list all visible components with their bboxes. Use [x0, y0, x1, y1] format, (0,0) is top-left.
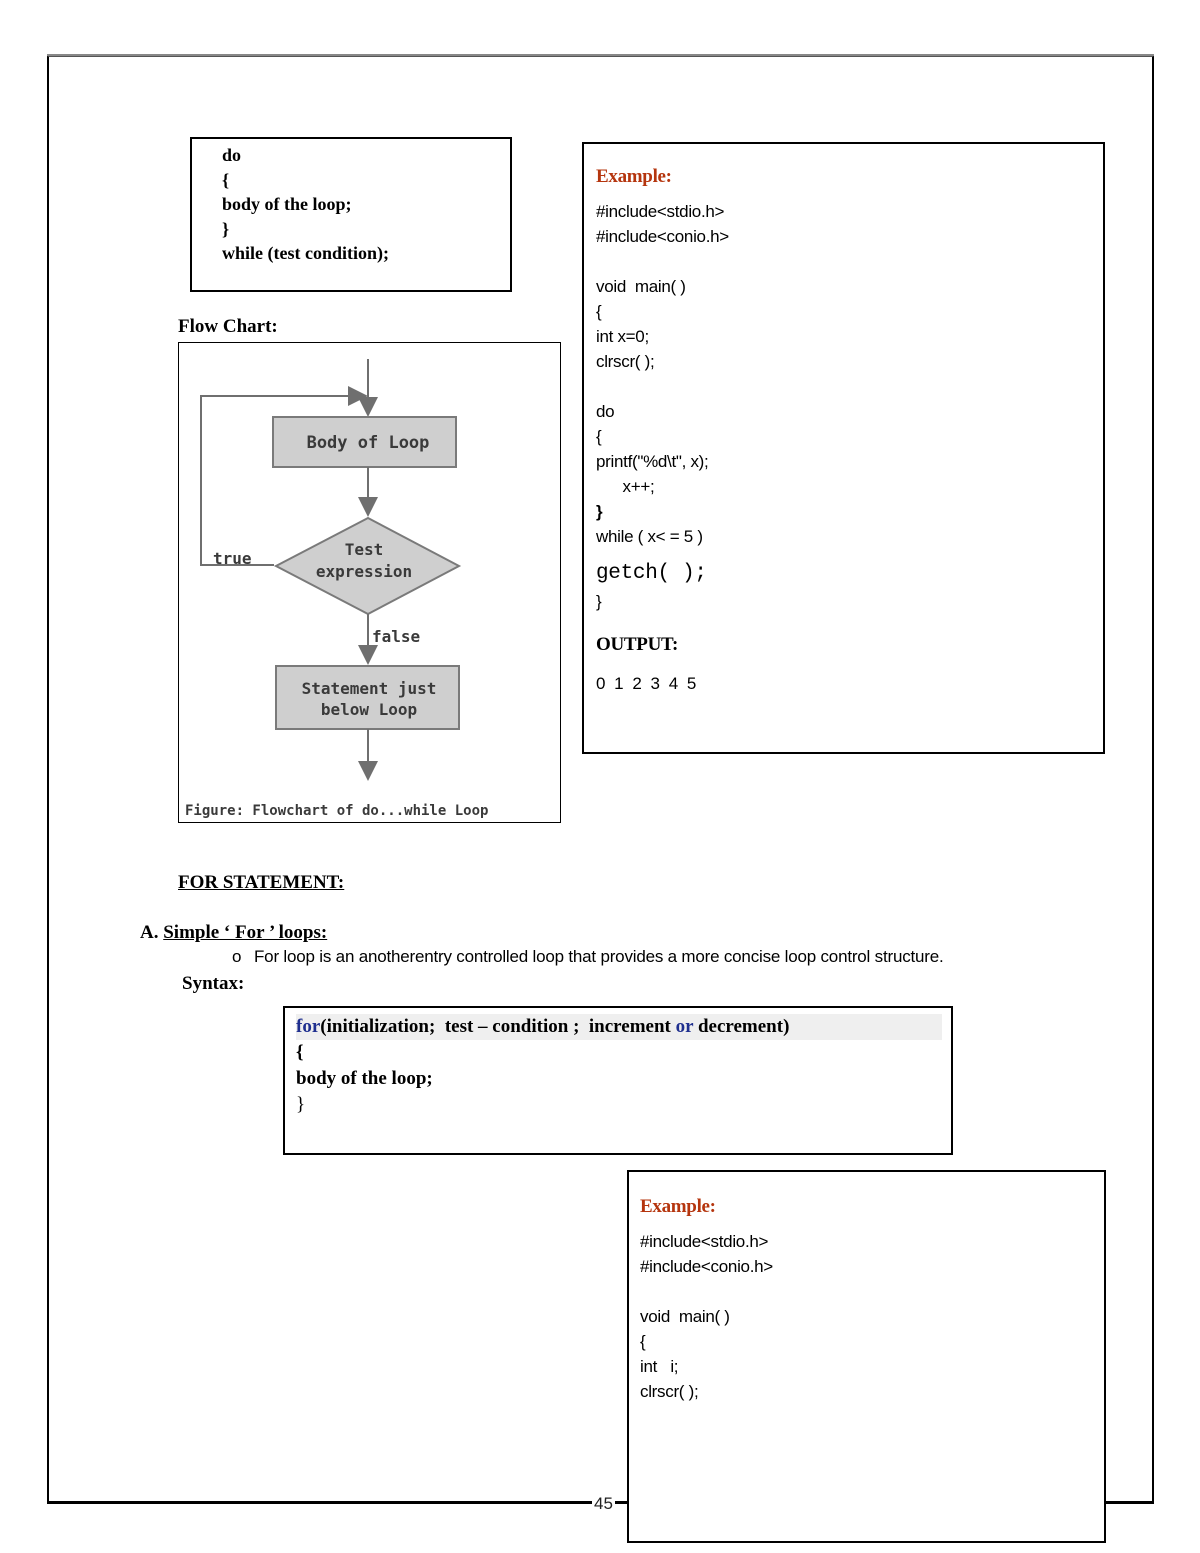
code-line: { [596, 302, 602, 321]
dowhile-syntax-box [190, 137, 512, 292]
for-syntax-part: (initialization; test – condition ; increment [320, 1016, 676, 1037]
or-keyword: or [675, 1016, 694, 1037]
syntax-line: } [296, 1094, 306, 1115]
below-loop-label: below Loop [320, 700, 418, 719]
flowchart-title: Flow Chart: [178, 316, 278, 337]
syntax-line: { [222, 169, 230, 190]
code-line: do [596, 402, 615, 421]
flowchart-figure [178, 342, 561, 823]
false-label: false [372, 627, 421, 646]
expression-label: expression [315, 562, 413, 581]
code-line: int x=0; [596, 327, 649, 346]
code-line [640, 1279, 1104, 1304]
for-syntax-line [296, 1014, 942, 1040]
example-heading: Example: [596, 166, 672, 187]
flowchart-diagram [179, 343, 560, 822]
example2-box [627, 1170, 1106, 1543]
code-line: #include<stdio.h> [596, 202, 725, 221]
example-heading: Example: [640, 1196, 716, 1217]
code-line: clrscr( ); [596, 352, 655, 371]
code-line: while ( x< = 5 ) [596, 527, 703, 546]
example1-box [582, 142, 1105, 754]
page-number: 45 [594, 1494, 613, 1513]
code-line: clrscr( ); [640, 1382, 699, 1401]
output-value: 0 1 2 3 4 5 [596, 674, 699, 693]
body-of-loop-label: Body of Loop [306, 433, 430, 453]
for-keyword: for [296, 1016, 321, 1037]
subsection-letter: A. [140, 922, 159, 943]
true-label: true [213, 549, 252, 568]
code-line: x++; [596, 477, 655, 496]
bullet-item [232, 947, 944, 967]
bullet-marker: o [232, 947, 242, 966]
getch-line: getch( ); [596, 562, 707, 585]
bullet-text: For loop is an anotherentry controlled loop that provides a more concise loop control structure. [254, 947, 944, 966]
for-syntax-box [283, 1006, 953, 1155]
section-heading: FOR STATEMENT: [178, 872, 345, 893]
flowchart-caption: Figure: Flowchart of do...while Loop [185, 803, 489, 819]
code-line: } [596, 592, 602, 611]
subsection-heading [140, 922, 327, 944]
syntax-line: body of the loop; [296, 1068, 433, 1089]
code-line [596, 249, 1103, 274]
output-label: OUTPUT: [596, 634, 678, 655]
syntax-line: } [222, 218, 230, 239]
code-line: #include<conio.h> [640, 1257, 773, 1276]
syntax-label: Syntax: [182, 973, 245, 994]
code-line: { [640, 1332, 646, 1351]
code-line: { [596, 427, 602, 446]
syntax-line: while (test condition); [222, 243, 389, 263]
syntax-line: { [296, 1042, 304, 1063]
statement-label: Statement just [301, 679, 437, 698]
syntax-line: body of the loop; [222, 194, 352, 214]
subsection-title: Simple ‘ For ’ loops: [163, 922, 328, 943]
code-line: int i; [640, 1357, 679, 1376]
code-line: } [596, 502, 603, 521]
code-line: printf("%d\t", x); [596, 452, 709, 471]
code-line: #include<conio.h> [596, 227, 729, 246]
code-line: void main( ) [640, 1307, 730, 1326]
code-line: #include<stdio.h> [640, 1232, 769, 1251]
test-label: Test [344, 540, 384, 559]
for-syntax-part: decrement) [693, 1016, 790, 1037]
code-line [596, 374, 1103, 399]
syntax-line: do [222, 145, 242, 165]
code-line: void main( ) [596, 277, 686, 296]
